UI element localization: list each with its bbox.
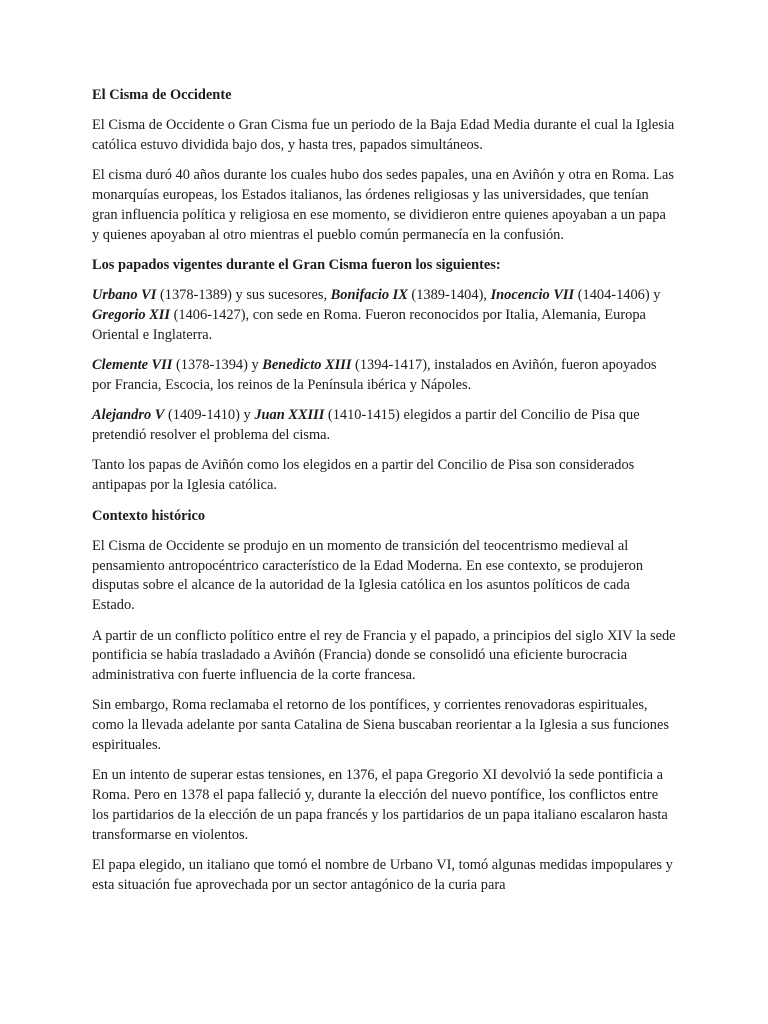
contexto-paragraph: En un intento de superar estas tensiones, en 1376, el papa Gregorio XI devolvió la sede pontificia a Roma. Pero en 1378 el papa falleció y, durante la elección del nuevo pontífice, los conflictos entre los partidarios de la elección de un papa francés y los partidarios de un papa italiano escalaron hasta transformarse en violentos. <box>92 767 668 843</box>
document-page <box>92 86 676 906</box>
papado-text: (1404-1406) y <box>574 287 661 304</box>
antipapas-paragraph: Tanto los papas de Aviñón como los elegidos en a partir del Concilio de Pisa son considerados antipapas por la Iglesia católica. <box>92 457 635 494</box>
papado-paragraph-avinon <box>92 356 676 396</box>
pope-name: Gregorio XII <box>92 307 170 324</box>
pope-name: Benedicto XIII <box>262 357 352 374</box>
pope-name: Clemente VII <box>92 357 173 374</box>
papado-paragraph-roma <box>92 286 676 345</box>
contexto-heading: Contexto histórico <box>92 507 206 524</box>
contexto-paragraph: El papa elegido, un italiano que tomó el nombre de Urbano VI, tomó algunas medidas impopulares y esta situación fue aprovechada por un sector antagónico de la curia para <box>92 857 673 893</box>
document-title: El Cisma de Occidente <box>92 87 232 103</box>
papado-text: (1378-1389) y sus sucesores, <box>156 287 331 304</box>
papado-paragraph-pisa <box>92 406 676 446</box>
pope-name: Alejandro V <box>92 407 165 424</box>
intro-paragraph: El cisma duró 40 años durante los cuales hubo dos sedes papales, una en Aviñón y otra en Roma. Las monarquías europeas, los Estados italianos, las órdenes religiosas y las universidades, que tenían gran influencia política y religiosa en ese momento, se dividieron entre quienes apoyaban a un papa y quienes apoyaban al otro mientras el pueblo común permanecía en la confusión. <box>92 167 675 243</box>
contexto-paragraph: El Cisma de Occidente se produjo en un momento de transición del teocentrismo medieval al pensamiento antropocéntrico característico de la Edad Moderna. En ese contexto, se produjeron disputas sobre el alcance de la autoridad de la Iglesia católica en los asuntos políticos de cada Estado. <box>92 537 644 614</box>
pope-name: Juan XXIII <box>254 407 325 424</box>
papado-text: (1394-1417), instalados en Aviñón, fueron apoyados por Francia, Escocia, los reinos de la Península ibérica y Nápoles. <box>92 357 657 394</box>
pope-name: Bonifacio IX <box>330 287 408 304</box>
intro-paragraph: El Cisma de Occidente o Gran Cisma fue un periodo de la Baja Edad Media durante el cual la Iglesia católica estuvo dividida bajo dos, y hasta tres, papados simultáneos. <box>92 117 675 154</box>
papado-text: (1406-1427), con sede en Roma. Fueron reconocidos por Italia, Alemania, Europa Oriental e Inglaterra. <box>92 307 646 343</box>
papado-text: (1409-1410) y <box>164 407 255 424</box>
contexto-paragraph: A partir de un conflicto político entre el rey de Francia y el papado, a principios del siglo XIV la sede pontificia se había trasladado a Aviñón (Francia) donde se consolidó una eficiente burocracia administrativa con fuerte influencia de la corte francesa. <box>92 627 676 684</box>
papados-heading: Los papados vigentes durante el Gran Cisma fueron los siguientes: <box>92 257 501 274</box>
pope-name: Urbano VI <box>92 287 157 304</box>
papado-text: (1378-1394) y <box>172 357 263 374</box>
contexto-paragraph: Sin embargo, Roma reclamaba el retorno de los pontífices, y corrientes renovadoras espirituales, como la llevada adelante por santa Catalina de Siena buscaban reorientar a la Iglesia a sus funciones espirituales. <box>92 697 669 754</box>
pope-name: Inocencio VII <box>490 287 575 304</box>
papado-text: (1389-1404), <box>407 287 491 304</box>
papado-text: (1410-1415) elegidos a partir del Concilio de Pisa que pretendió resolver el problema del cisma. <box>92 407 640 444</box>
